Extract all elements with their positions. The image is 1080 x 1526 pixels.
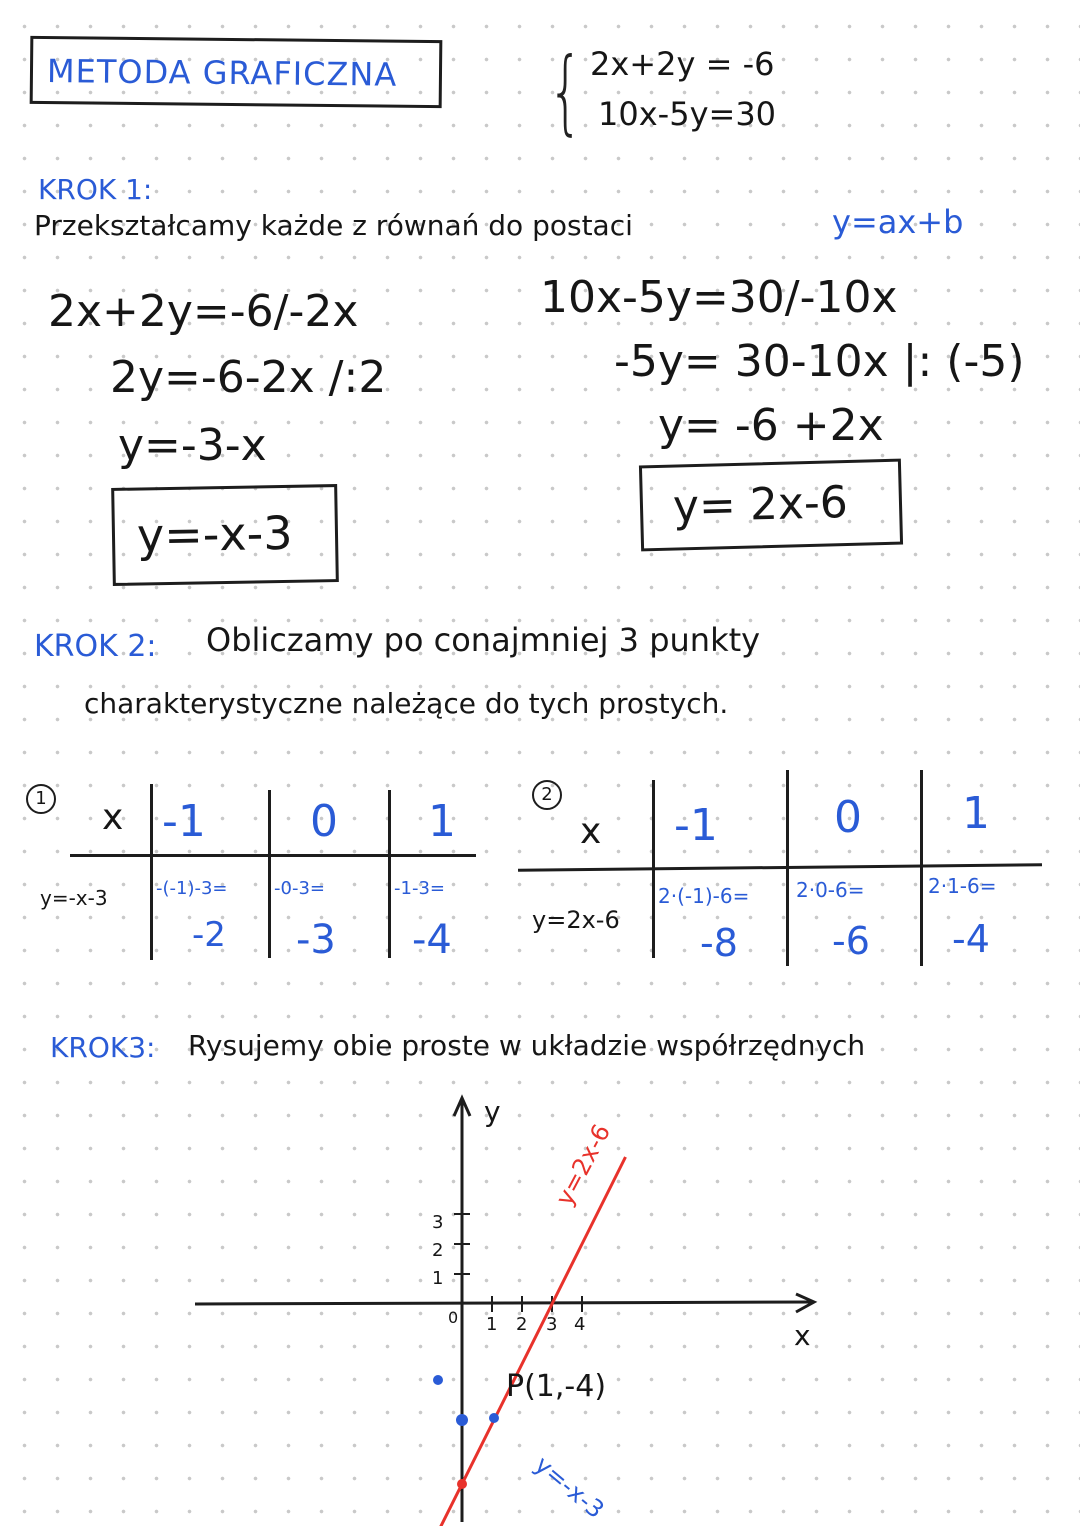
- table2-number: 2: [532, 780, 562, 810]
- x-tick-label: 4: [574, 1314, 586, 1335]
- table2-x-value: 0: [834, 792, 862, 843]
- system-brace: {: [548, 38, 584, 145]
- step1-description: Przekształcamy każde z równań do postaci: [34, 209, 633, 242]
- table1-number: 1: [26, 784, 56, 814]
- table2-result: -6: [832, 919, 870, 963]
- table2-x-value: 1: [962, 788, 990, 839]
- origin-label: 0: [448, 1308, 459, 1327]
- table2-y-label: y=2x-6: [532, 906, 620, 934]
- table1-result: -4: [412, 917, 452, 963]
- blue-point: [433, 1375, 443, 1385]
- table2-calc: 2·(-1)-6=: [658, 884, 750, 908]
- x-axis-label: x: [794, 1319, 811, 1352]
- step1-left-result: y=-x-3: [136, 505, 293, 563]
- table1-calc: -(-1)-3=: [156, 878, 228, 899]
- table2-result: -8: [700, 921, 738, 965]
- table2-calc: 2·1-6=: [928, 874, 997, 898]
- table1-result: -2: [192, 915, 226, 955]
- step3-heading: KROK3:: [50, 1031, 156, 1064]
- page-title: METODA GRAFICZNA: [46, 52, 398, 94]
- step1-heading: KROK 1:: [38, 173, 153, 206]
- step2-line2: charakterystyczne należące do tych prostych.: [84, 687, 729, 720]
- table1-y-label: y=-x-3: [40, 886, 108, 910]
- step1-left-line2: 2y=-6-2x /:2: [110, 352, 387, 403]
- x-axis: [195, 1302, 812, 1304]
- step1-form: y=ax+b: [832, 203, 964, 241]
- table2-result: -4: [952, 917, 990, 961]
- y-tick-label: 2: [432, 1240, 444, 1261]
- x-tick-label: 1: [486, 1314, 498, 1335]
- table1-x-value: -1: [162, 796, 206, 847]
- intersection-point: [489, 1413, 499, 1423]
- step3-description: Rysujemy obie proste w układzie współrzędnych: [188, 1029, 866, 1062]
- table2-x-label: x: [580, 811, 602, 852]
- x-tick-label: 3: [546, 1314, 558, 1335]
- step2-line1: Obliczamy po conajmniej 3 punkty: [206, 621, 761, 659]
- table1-calc: -1-3=: [394, 878, 445, 899]
- step1-right-result: y= 2x-6: [672, 476, 849, 533]
- table1-x-value: 0: [310, 796, 338, 847]
- system-equation-2: 10x-5y=30: [598, 95, 777, 133]
- y-tick-label: 1: [432, 1268, 444, 1289]
- table2-calc: 2·0-6=: [796, 878, 865, 902]
- graph-axes: [195, 1095, 814, 1525]
- step1-left-line3: y=-3-x: [118, 420, 267, 471]
- table2-x-value: -1: [674, 800, 718, 851]
- blue-point: [456, 1414, 468, 1426]
- table1-x-value: 1: [428, 796, 456, 847]
- y-tick-label: 3: [432, 1212, 444, 1233]
- intersection-label: P(1,-4): [506, 1369, 607, 1404]
- step1-right-line2: -5y= 30-10x |: (-5): [614, 336, 1025, 387]
- table1-calc: -0-3=: [274, 878, 325, 899]
- y-axis-label: y: [484, 1095, 501, 1128]
- table1-result: -3: [296, 917, 336, 963]
- graph-marks: [429, 1157, 626, 1526]
- table1-x-label: x: [102, 797, 124, 838]
- red-line-label: y=2x-6: [550, 1119, 617, 1211]
- step1-right-line1: 10x-5y=30/-10x: [540, 272, 898, 323]
- blue-line-label: y=-x-3: [529, 1450, 610, 1525]
- step2-heading: KROK 2:: [34, 629, 157, 664]
- system-equation-1: 2x+2y = -6: [590, 45, 775, 83]
- x-tick-label: 2: [516, 1314, 528, 1335]
- step1-right-line3: y= -6 +2x: [658, 400, 884, 451]
- step1-left-line1: 2x+2y=-6/-2x: [48, 286, 359, 337]
- red-point: [457, 1479, 467, 1489]
